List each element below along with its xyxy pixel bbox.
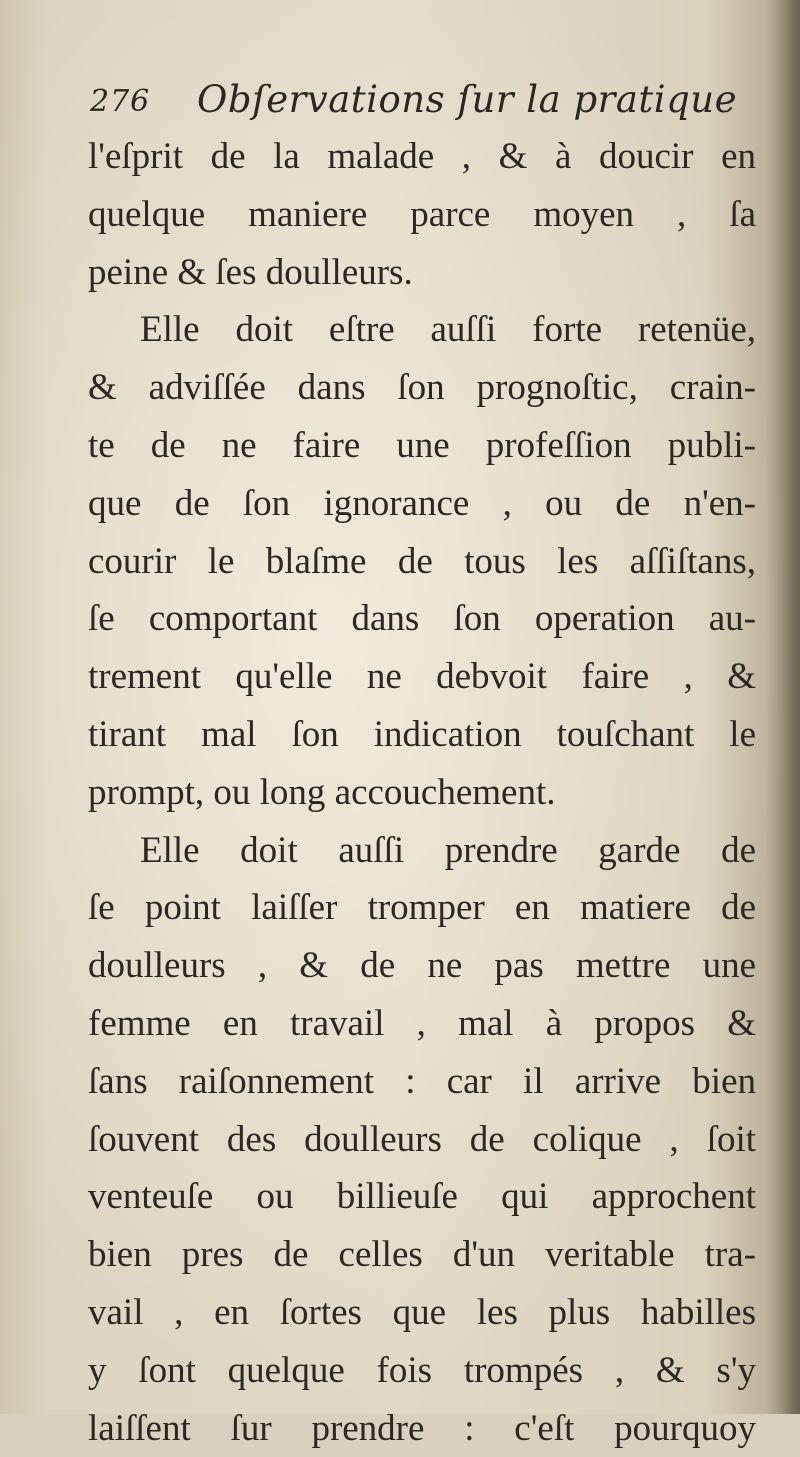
text-line: venteuſe ou billieuſe qui approchent bbox=[88, 1176, 756, 1218]
text-line: doulleurs , & de ne pas mettre une bbox=[88, 945, 756, 987]
text-line: te de ne faire une profeſſion publi- bbox=[88, 424, 756, 466]
text-line: tirant mal ſon indication touſchant le bbox=[88, 713, 756, 755]
page-header bbox=[90, 74, 737, 130]
text-line: ſans raiſonnement : car il arrive bien bbox=[88, 1060, 756, 1102]
page-number: 276 bbox=[90, 84, 151, 119]
text-line: courir le blaſme de tous les aſſiſtans, bbox=[88, 540, 756, 582]
text-line: laiſſent ſur prendre : c'eſt pourquoy bbox=[88, 1407, 756, 1449]
text-line: l'eſprit de la malade , & à doucir en bbox=[88, 136, 756, 177]
text-line: vail , en ſortes que les plus habilles bbox=[88, 1291, 756, 1333]
text-line: que de ſon ignorance , ou de n'en- bbox=[88, 482, 756, 524]
text-line: Elle doit eſtre auſſi forte retenüe, bbox=[140, 309, 756, 351]
text-line: y ſont quelque fois trompés , & s'y bbox=[88, 1349, 756, 1391]
text-line: ſe point laiſſer tromper en matiere de bbox=[88, 887, 756, 929]
text-line: peine & ſes doulleurs. bbox=[88, 251, 413, 293]
text-line: quelque maniere parce moyen , ſa bbox=[88, 193, 756, 235]
text-line: & adviſſée dans ſon prognoſtic, crain- bbox=[88, 367, 756, 409]
text-line: trement qu'elle ne debvoit faire , & bbox=[88, 656, 756, 698]
text-line: ſouvent des doulleurs de colique , ſoit bbox=[88, 1118, 756, 1160]
page-edge-shadow bbox=[766, 0, 800, 1414]
text-line: ſe comportant dans ſon operation au- bbox=[88, 598, 756, 640]
body-text bbox=[88, 128, 756, 1457]
text-line: Elle doit auſſi prendre garde de bbox=[140, 829, 756, 871]
text-line: femme en travail , mal à propos & bbox=[88, 1002, 756, 1044]
text-line: bien pres de celles d'un veritable tra- bbox=[88, 1234, 756, 1276]
text-line: prompt, ou long accouchement. bbox=[88, 771, 556, 813]
running-title: Obſervations ſur la pratique bbox=[197, 78, 737, 121]
